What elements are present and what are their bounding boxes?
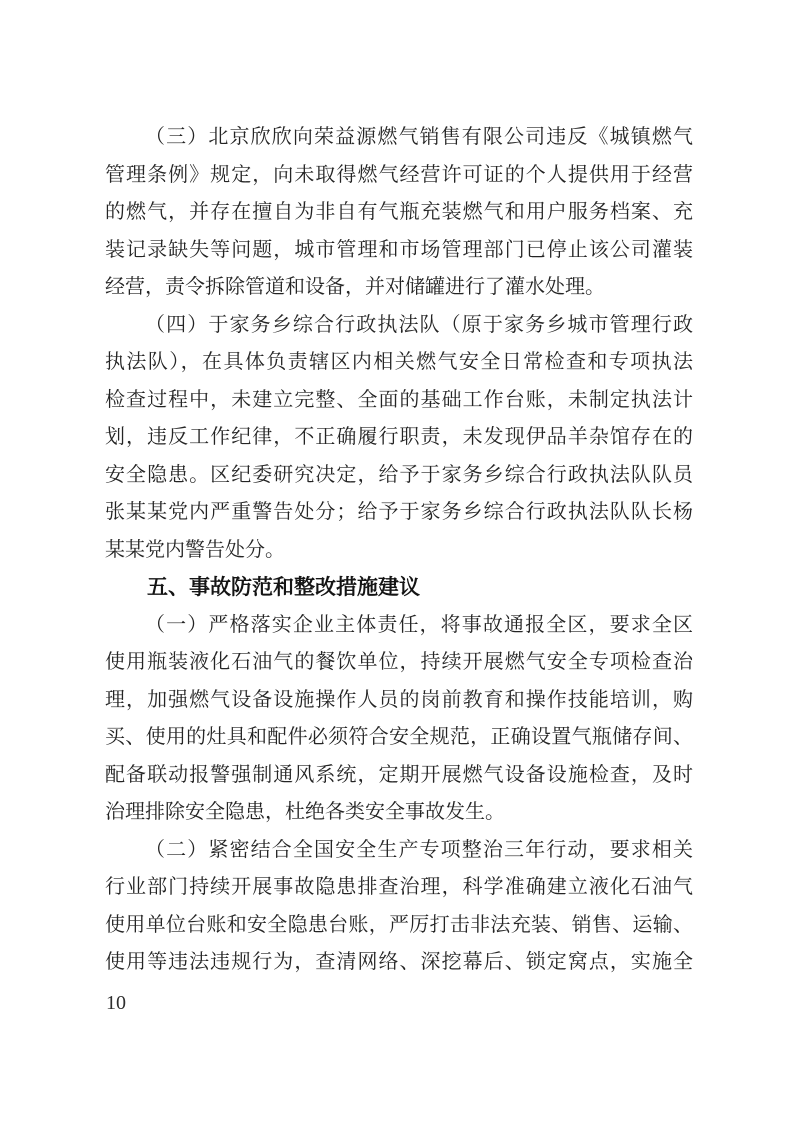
text-line: （一）严格落实企业主体责任，将事故通报全区，要求全区 — [145, 613, 693, 636]
text-line: 使用等违法违规行为，查清网络、深挖幕后、锁定窝点，实施全 — [105, 951, 693, 973]
paragraph-violation-3 — [105, 119, 693, 307]
text-line: 经营，责令拆除管道和设备，并对储罐进行了灌水处理。 — [105, 276, 605, 298]
text-line: 行业部门持续开展事故隐患排查治理，科学准确建立液化石油气 — [105, 876, 693, 898]
section-heading-container — [105, 569, 693, 607]
section-heading: 五、事故防范和整改措施建议 — [147, 576, 420, 599]
text-line: 使用瓶装液化石油气的餐饮单位，持续开展燃气安全专项检查治 — [105, 651, 693, 673]
text-line: 装记录缺失等问题，城市管理和市场管理部门已停止该公司灌装 — [105, 238, 693, 261]
text-line: （二）紧密结合全国安全生产专项整治三年行动，要求相关 — [145, 838, 693, 861]
text-line: 的燃气，并存在擅自为非自有气瓶充装燃气和用户服务档案、充 — [105, 201, 693, 223]
text-line: 执法队），在具体负责辖区内相关燃气安全日常检查和专项执法 — [105, 351, 693, 373]
text-line: 管理条例》规定，向未取得燃气经营许可证的个人提供用于经营 — [105, 163, 693, 186]
text-line: 划，违反工作纪律，不正确履行职责，未发现伊品羊杂馆存在的 — [105, 426, 693, 448]
text-line: 某某党内警告处分。 — [105, 538, 285, 561]
text-line: 买、使用的灶具和配件必须符合安全规范，正确设置气瓶储存间、 — [105, 726, 693, 748]
text-line: （三）北京欣欣向荣益源燃气销售有限公司违反《城镇燃气 — [145, 126, 693, 148]
text-line: 检查过程中，未建立完整、全面的基础工作台账，未制定执法计 — [105, 388, 693, 411]
text-line: 配备联动报警强制通风系统，定期开展燃气设备设施检查，及时 — [105, 763, 693, 786]
page-number: 10 — [106, 992, 126, 1014]
paragraph-suggestion-2 — [105, 832, 693, 982]
text-line: 治理排除安全隐患，杜绝各类安全事故发生。 — [105, 801, 505, 823]
text-line: 使用单位台账和安全隐患台账，严厉打击非法充装、销售、运输、 — [105, 913, 693, 936]
paragraph-suggestion-1 — [105, 607, 693, 832]
document-body — [105, 119, 693, 982]
text-line: （四）于家务乡综合行政执法队（原于家务乡城市管理行政 — [145, 313, 693, 336]
paragraph-violation-4 — [105, 307, 693, 570]
text-line: 理，加强燃气设备设施操作人员的岗前教育和操作技能培训，购 — [105, 688, 693, 711]
text-line: 安全隐患。区纪委研究决定，给予于家务乡综合行政执法队队员 — [105, 463, 693, 486]
text-line: 张某某党内严重警告处分；给予于家务乡综合行政执法队队长杨 — [105, 501, 693, 523]
